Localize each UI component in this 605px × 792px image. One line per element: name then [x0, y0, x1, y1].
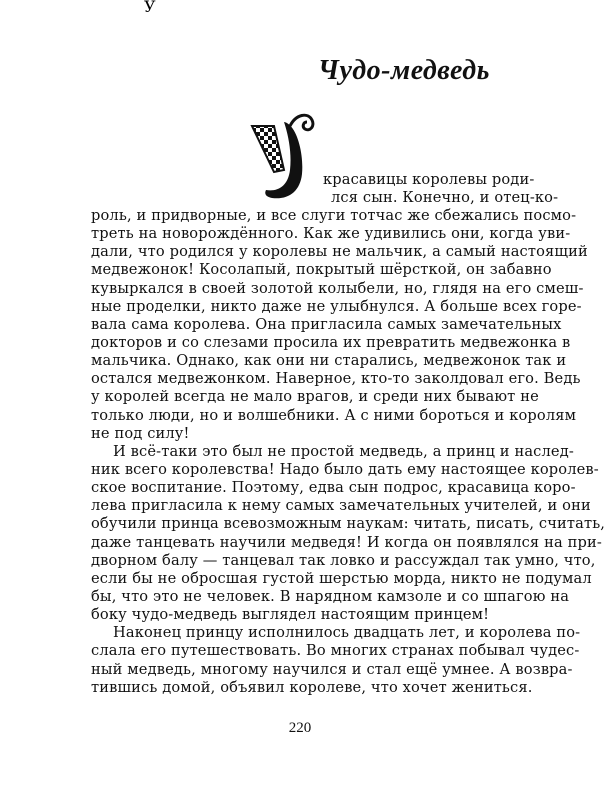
- body-text: [91, 207, 605, 697]
- text-line: слала его путешествовать. Во многих странах побывал чудес-: [91, 642, 580, 660]
- drop-cap-letter: У: [144, 0, 156, 16]
- text-line: если бы не обросшая густой шерстью морда, никто не подумал: [91, 569, 592, 587]
- page-number: 220: [288, 720, 312, 736]
- text-line: кувыркался в своей золотой колыбели, но, глядя на его смеш-: [91, 279, 584, 297]
- text-line: роль, и придворные, и все слуги тотчас же сбежались посмо-: [91, 207, 577, 224]
- text-line: мальчика. Однако, как они ни старались, медвежонок так и: [91, 352, 567, 370]
- text-line: у королей всегда не мало врагов, и среди них бывают не: [91, 388, 539, 406]
- text-line: боку чудо-медведь выглядел настоящим принцем!: [91, 606, 490, 624]
- text-line: лся сын. Конечно, и отец-ко-: [331, 189, 559, 207]
- text-line: докторов и со слезами просила их превратить медвежонка в: [91, 333, 571, 351]
- text-line: не под силу!: [91, 424, 190, 442]
- text-line: красавицы королевы роди-: [323, 171, 535, 188]
- text-line: медвежонок! Косолапый, покрытый шёрсткой, он забавно: [91, 261, 552, 279]
- text-line: ные проделки, никто даже не улыбнулся. А больше всех горе-: [91, 297, 582, 315]
- text-line: только люди, но и волшебники. А с ними бороться и королям: [91, 406, 577, 424]
- story-title: Чудо-медведь: [318, 55, 490, 86]
- text-line: И всё-таки это был не простой медведь, а принц и наслед-: [113, 442, 574, 460]
- text-line: Наконец принцу исполнилось двадцать лет, и королева по-: [113, 624, 581, 642]
- text-line: даже танцевать научили медведя! И когда он появлялся на при-: [91, 533, 602, 551]
- text-line: ское воспитание. Поэтому, едва сын подрос, красавица коро-: [91, 479, 576, 497]
- opening-lines: [91, 171, 559, 207]
- text-line: вала сама королева. Она пригласила самых замечательных: [91, 315, 562, 333]
- text-line: лева пригласила к нему самых замечательных учителей, и они: [91, 497, 591, 515]
- text-line: обучили принца всевозможным наукам: читать, писать, считать,: [91, 515, 605, 533]
- text-line: тившись домой, объявил королеве, что хочет жениться.: [91, 678, 533, 696]
- text-line: дали, что родился у королевы не мальчик, а самый настоящий: [91, 243, 588, 261]
- text-line: остался медвежонком. Наверное, кто-то заколдовал его. Ведь: [91, 370, 581, 388]
- text-line: треть на новорождённого. Как же удивились они, когда уви-: [91, 225, 571, 243]
- text-line: ный медведь, многому научился и стал ещё умнее. А возвра-: [91, 660, 573, 678]
- text-line: бы, что это не человек. В нарядном камзоле и со шпагою на: [91, 587, 570, 605]
- text-line: дворном балу — танцевал так ловко и рассуждал так умно, что,: [91, 551, 596, 569]
- text-line: ник всего королевства! Надо было дать ему настоящее королев-: [91, 460, 599, 478]
